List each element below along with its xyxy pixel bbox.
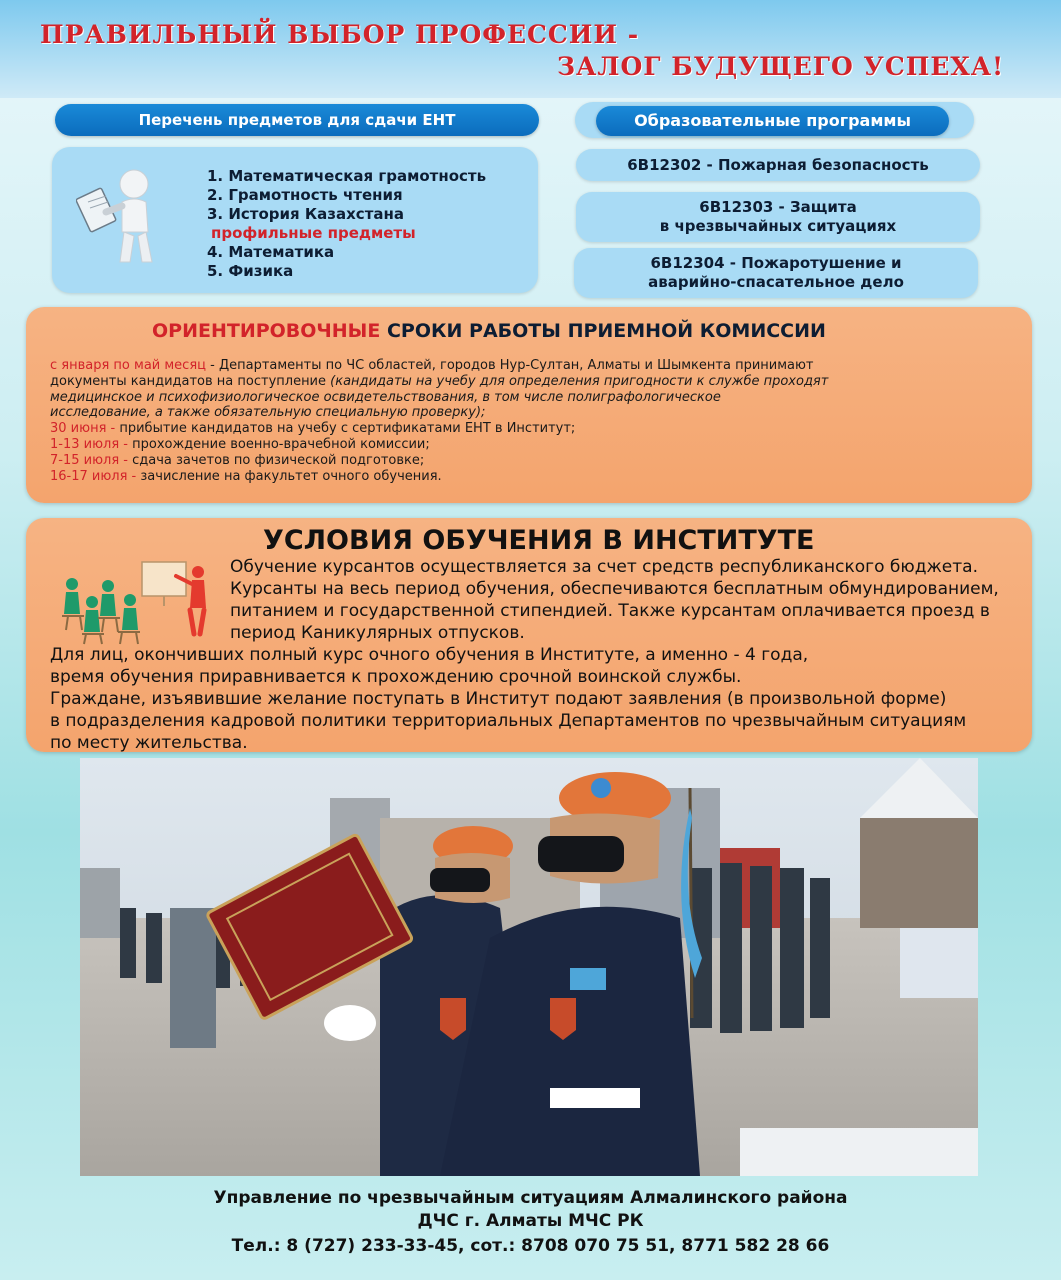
program-6b12302 <box>576 149 980 181</box>
schedule-desc: зачисление на факультет очного обучения. <box>136 468 442 484</box>
schedule-note: (кандидаты на учебу для определения пригодности к службе проходят <box>330 373 829 389</box>
cadets-oath-photo <box>80 758 978 1176</box>
subject-item: 5. Физика <box>207 262 294 280</box>
conditions-title: УСЛОВИЯ ОБУЧЕНИЯ В ИНСТИТУТЕ <box>263 525 815 556</box>
schedule-date: 1-13 июля - <box>50 436 128 452</box>
subject-item: 2. Грамотность чтения <box>207 186 403 204</box>
schedule-date: 7-15 июля - <box>50 452 128 468</box>
schedule-date: 30 июня - <box>50 421 116 437</box>
program-6b12304 <box>574 248 978 298</box>
profile-subjects-label: профильные предметы <box>211 224 416 242</box>
programs-heading: Образовательные программы <box>596 106 949 136</box>
conditions-text-line: Граждане, изъявившие желание поступать в Институт подают заявления (в произвольной форме) <box>50 689 947 709</box>
program-label-line1: 6В12303 - Защита <box>699 198 857 216</box>
title-line-2: ЗАЛОГ БУДУЩЕГО УСПЕХА! <box>557 52 1005 81</box>
subjects-heading: Перечень предметов для сдачи ЕНТ <box>55 104 539 136</box>
schedule-note: исследование, а также обязательную специальную проверку); <box>50 405 486 421</box>
schedule-desc: сдача зачетов по физической подготовке; <box>127 452 425 468</box>
classroom-teacher-icon <box>58 556 218 646</box>
subject-item: 4. Математика <box>207 243 335 261</box>
conditions-text-line: период Каникулярных отпусков. <box>230 623 525 643</box>
subjects-list <box>207 167 486 281</box>
conditions-text-line: время обучения приравнивается к прохождению срочной воинской службы. <box>50 667 742 687</box>
footer-organization: Управление по чрезвычайным ситуациям Алмалинского района <box>213 1188 848 1208</box>
figure-with-clipboard-icon <box>76 166 166 266</box>
schedule-desc: прохождение военно-врачебной комиссии; <box>127 436 430 452</box>
oath-ceremony-illustration <box>80 758 978 1176</box>
subject-item: 3. История Казахстана <box>207 205 404 223</box>
schedule-date: с января по май месяц <box>50 358 206 373</box>
footer-department: ДЧС г. Алматы МЧС РК <box>417 1211 644 1231</box>
conditions-text-line: Для лиц, окончивших полный курс очного обучения в Институте, а именно - 4 года, <box>50 645 809 665</box>
conditions-text-line: питанием и государственной стипендией. Также курсантам оплачивается проезд в <box>230 601 990 621</box>
conditions-text-line: Обучение курсантов осуществляется за счет средств республиканского бюджета. <box>230 557 978 577</box>
schedule-title-rest: СРОКИ РАБОТЫ ПРИЕМНОЙ КОМИССИИ <box>380 320 826 342</box>
conditions-text-line: Курсанты на весь период обучения, обеспечиваются бесплатным обмундированием, <box>230 579 999 599</box>
title-line-1: ПРАВИЛЬНЫЙ ВЫБОР ПРОФЕССИИ - <box>40 20 640 49</box>
program-label-line1: 6В12304 - Пожаротушение и <box>650 254 902 272</box>
schedule-text <box>50 358 1010 484</box>
program-label-line2: в чрезвычайных ситуациях <box>659 217 897 235</box>
program-6b12303 <box>576 192 980 242</box>
schedule-desc: - Департаменты по ЧС областей, городов Нур-Султан, Алматы и Шымкента принимают <box>206 358 814 373</box>
conditions-text-line: в подразделения кадровой политики территориальных Департаментов по чрезвычайным ситуациям <box>50 711 967 731</box>
footer-phones: Тел.: 8 (727) 233-33-45, сот.: 8708 070 75 51, 8771 582 28 66 <box>231 1236 830 1256</box>
header-banner <box>0 0 1061 98</box>
program-label-line2: аварийно-спасательное дело <box>648 273 904 291</box>
schedule-desc: документы кандидатов на поступление <box>50 373 331 389</box>
program-label: 6В12302 - Пожарная безопасность <box>627 155 929 174</box>
schedule-title <box>152 320 826 342</box>
schedule-date: 16-17 июля - <box>50 468 137 484</box>
subject-item: 1. Математическая грамотность <box>207 167 487 185</box>
schedule-title-accent: ОРИЕНТИРОВОЧНЫЕ <box>152 320 381 342</box>
schedule-desc: прибытие кандидатов на учебу с сертификатами ЕНТ в Институт; <box>115 421 576 437</box>
conditions-text-line: по месту жительства. <box>50 733 248 753</box>
schedule-note: медицинское и психофизиологическое освидетельствования, в том числе полиграфологическое <box>50 389 721 405</box>
